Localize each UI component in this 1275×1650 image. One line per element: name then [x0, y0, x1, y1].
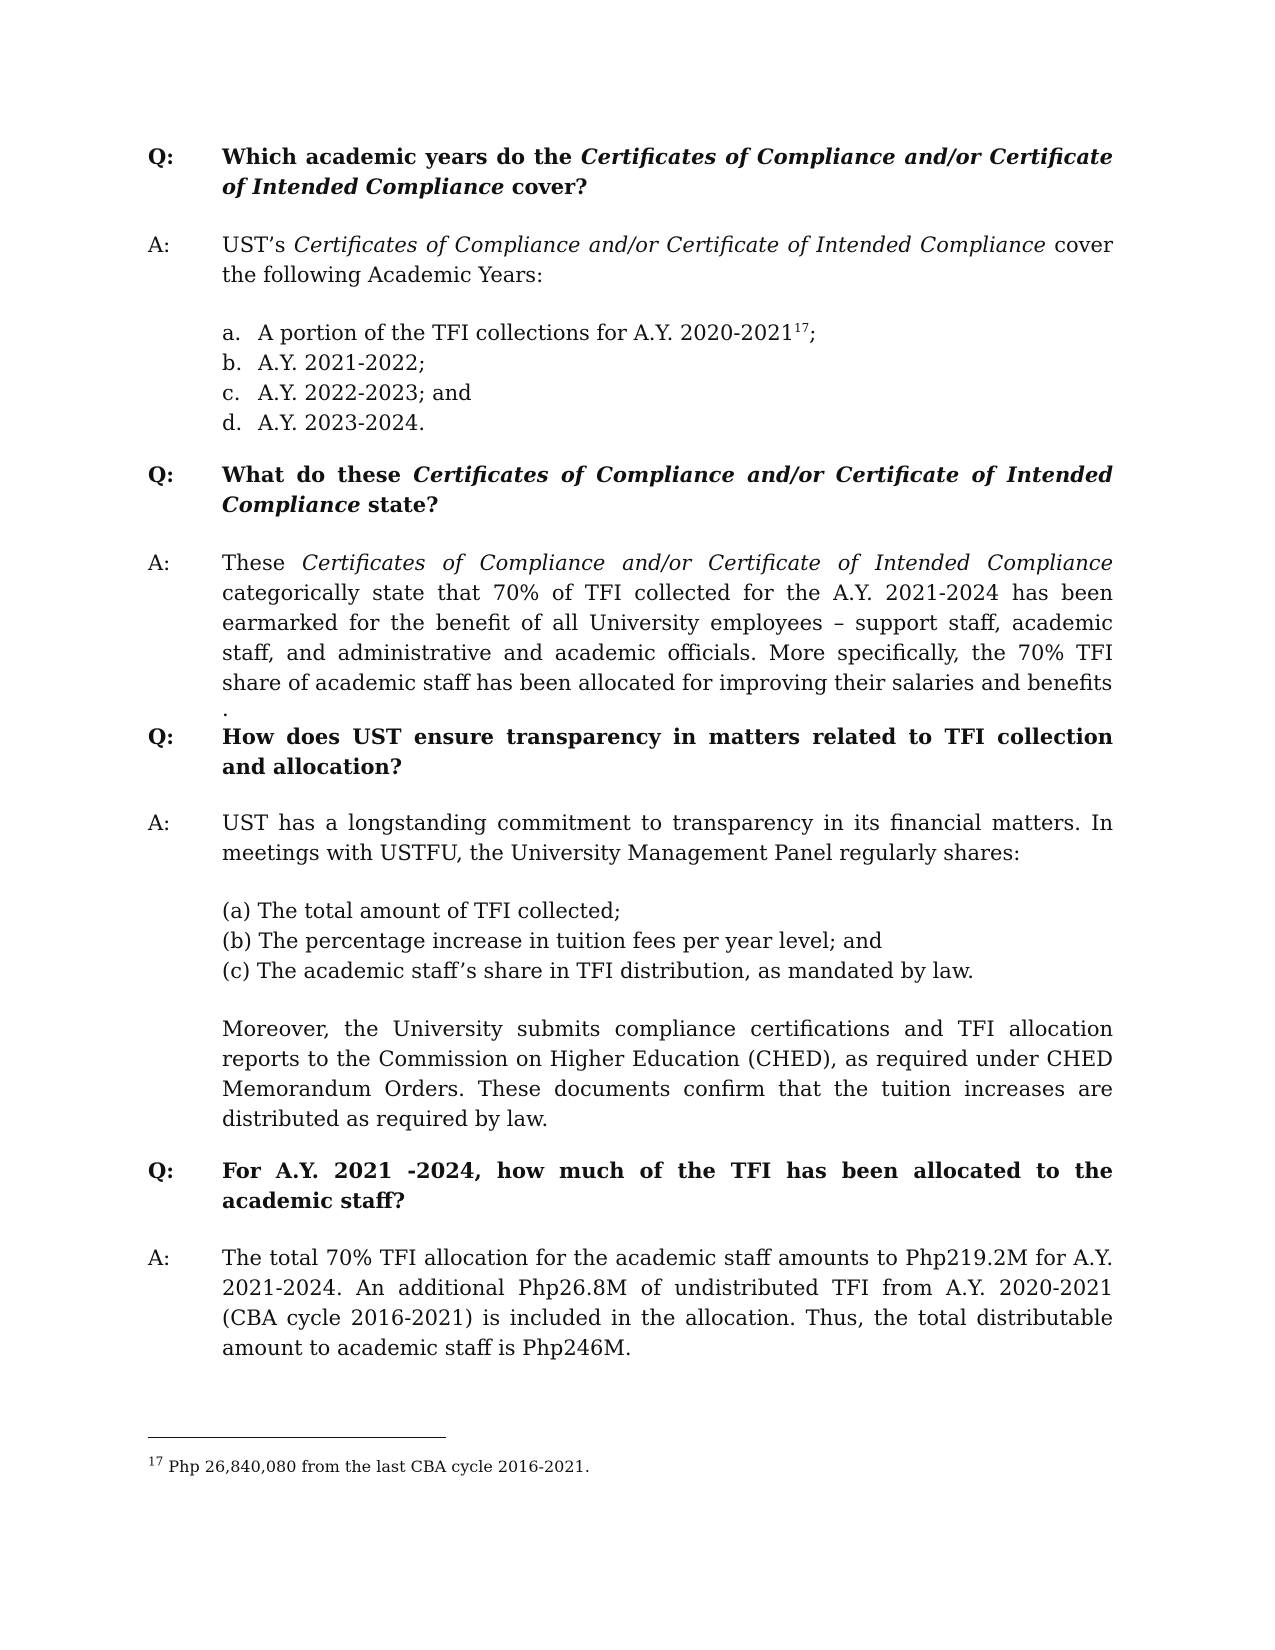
list-item: (c) The academic staff’s share in TFI distribution, as mandated by law.: [222, 959, 974, 983]
answer-label: A:: [148, 551, 171, 575]
question-label: Q:: [148, 144, 175, 169]
answer-text: These Certificates of Compliance and/or Certificate of Intended Compliance categorically state that 70% of TFI collected for the A.Y. 2021-2024 has been earmarked for the benefit of all University employees – support staff, academic staff, and administrative and academic officials. More specifically, the 70% TFI share of academic staff has been allocated for improving their salaries and benefits .: [222, 551, 1113, 721]
academic-years-list: [222, 318, 1113, 438]
question-text: How does UST ensure transparency in matters related to TFI collection and allocation?: [222, 724, 1113, 779]
answer-3: [148, 808, 1113, 1134]
footnote: [148, 1455, 590, 1479]
list-item: (b) The percentage increase in tuition fees per year level; and: [222, 929, 883, 953]
question-text: What do these Certificates of Compliance and/or Certificate of Intended Compliance state?: [222, 462, 1113, 517]
list-item: d. A.Y. 2023-2024.: [222, 411, 426, 435]
question-3: [148, 722, 1113, 782]
question-4: [148, 1156, 1113, 1216]
footnote-ref: 17: [793, 321, 810, 335]
answer-label: A:: [148, 811, 171, 835]
question-label: Q:: [148, 1158, 175, 1183]
answer-text: UST has a longstanding commitment to transparency in its financial matters. In meetings with USTFU, the University Management Panel regularly shares: (a) The total amount of TFI collected; (b) The percentage increase in tuition fees per year level; and (c) The academic staff’s share in TFI distribution, as mandated by law. Moreover, the University submits compliance certifications and TFI allocation reports to the Commission on Higher Education (CHED), as required under CHED Memorandum Orders. These documents confirm that the tuition increases are distributed as required by law.: [222, 808, 1113, 1134]
question-label: Q:: [148, 724, 175, 749]
list-item: c. A.Y. 2022-2023; and: [222, 381, 472, 405]
list-item: (a) The total amount of TFI collected;: [222, 899, 621, 923]
answer-text: UST’s Certificates of Compliance and/or Certificate of Intended Compliance cover the following Academic Years: a. A portion of the TFI collections for A.Y. 2020-2021$^{17}$; b. A.Y. 2021-2022; c. A.Y. 2022-2023; and d. A.Y. 2023-2024.: [222, 230, 1113, 438]
footnote-divider: [148, 1437, 446, 1438]
answer-1: [148, 230, 1113, 438]
answer-text: The total 70% TFI allocation for the academic staff amounts to Php219.2M for A.Y. 2021-2024. An additional Php26.8M of undistributed TFI from A.Y. 2020-2021 (CBA cycle 2016-2021) is included in the allocation. Thus, the total distributable amount to academic staff is Php246M.: [222, 1246, 1113, 1360]
answer-label: A:: [148, 233, 171, 257]
list-item: a. A portion of the TFI collections for A.Y. 2020-2021$^{17}$;: [222, 321, 817, 345]
question-2: [148, 460, 1113, 520]
question-text: For A.Y. 2021 -2024, how much of the TFI has been allocated to the academic staff?: [222, 1158, 1113, 1213]
footnote-text: Php 26,840,080 from the last CBA cycle 2016-2021.: [168, 1457, 590, 1476]
shared-items-list: [222, 896, 1113, 986]
answer-label: A:: [148, 1246, 171, 1270]
question-label: Q:: [148, 462, 175, 487]
question-text: Which academic years do the Certificates of Compliance and/or Certificate of Intended Compliance cover?: [222, 144, 1113, 199]
list-item: b. A.Y. 2021-2022;: [222, 351, 426, 375]
answer-4: [148, 1243, 1113, 1363]
answer-paragraph: Moreover, the University submits compliance certifications and TFI allocation reports to the Commission on Higher Education (CHED), as required under CHED Memorandum Orders. These documents confirm that the tuition increases are distributed as required by law.: [222, 1017, 1113, 1131]
footnote-number: 17: [148, 1454, 164, 1469]
answer-2: [148, 548, 1113, 720]
question-1: [148, 142, 1113, 202]
